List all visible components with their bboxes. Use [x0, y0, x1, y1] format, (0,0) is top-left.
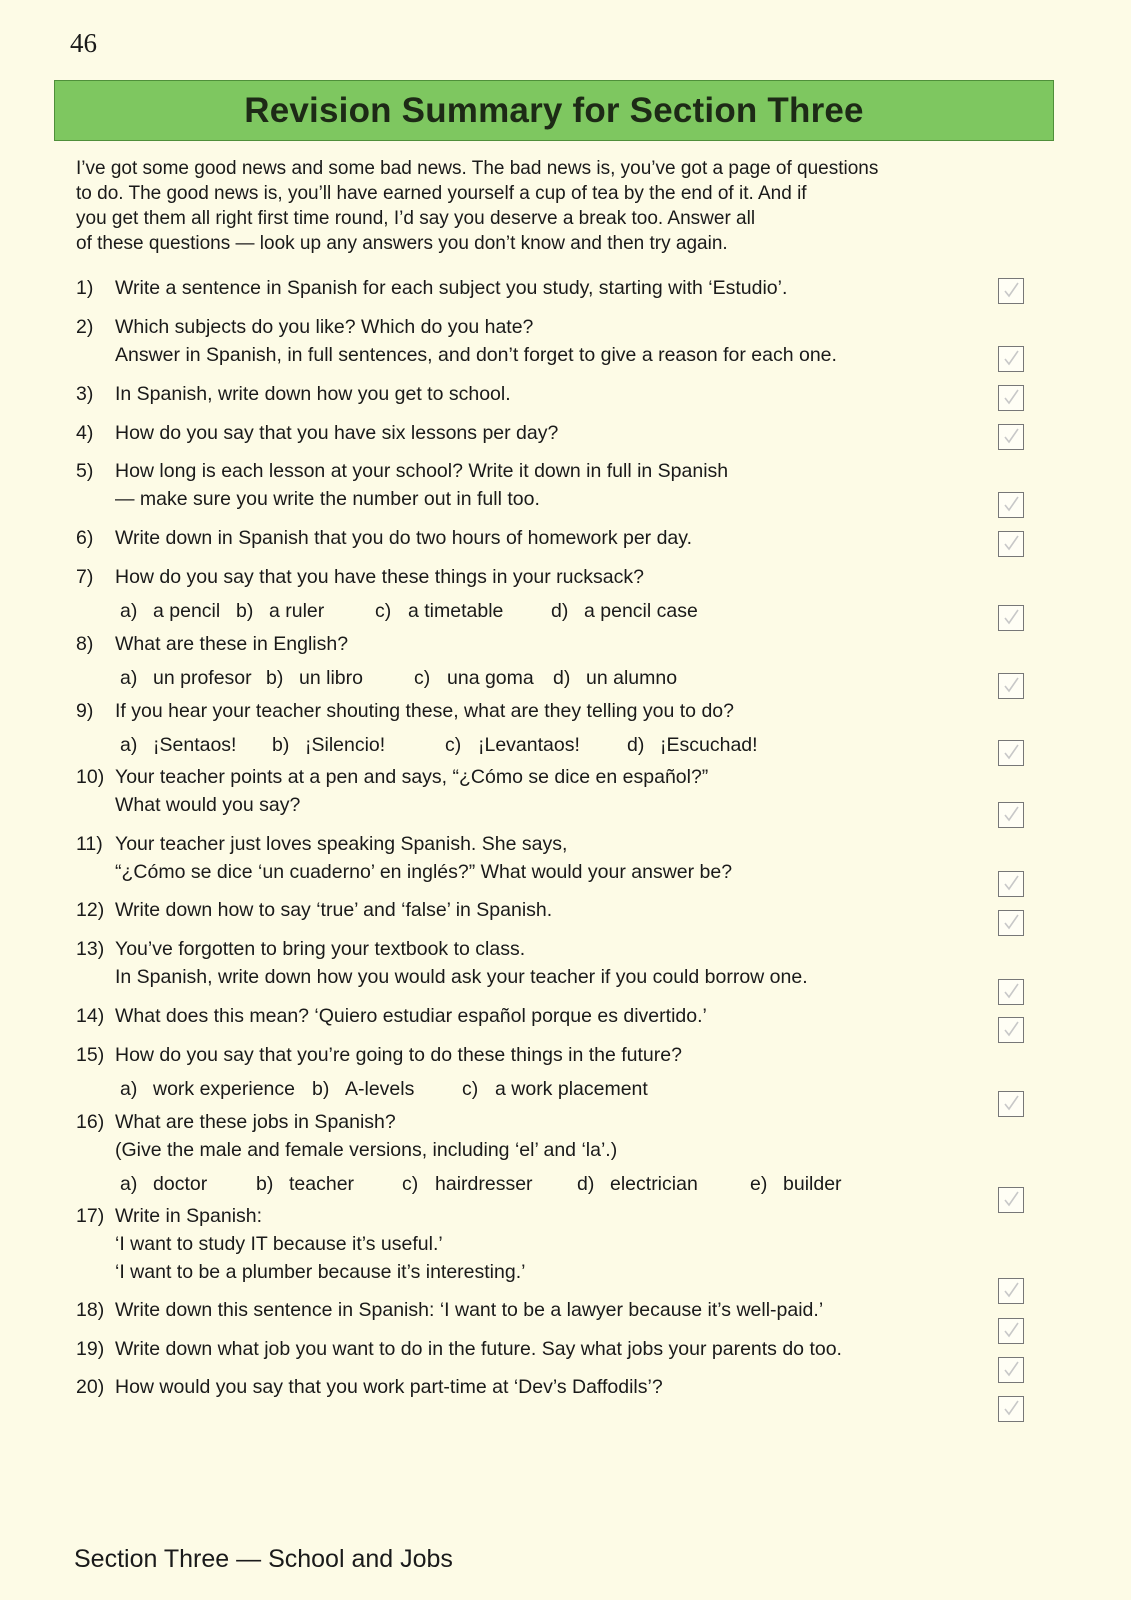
option-text: a pencil case [584, 600, 698, 622]
question-number: 6) [76, 527, 94, 549]
option-label: d) [627, 734, 645, 756]
answer-option [120, 731, 272, 759]
question-item [76, 1335, 1036, 1363]
question-text: What would you say? [115, 794, 301, 816]
checkmark-icon [1001, 494, 1021, 514]
option-text: un libro [299, 667, 363, 689]
checkmark-icon [1001, 742, 1021, 762]
option-label: b) [312, 1078, 330, 1100]
checkmark-icon [1001, 912, 1021, 932]
checkbox[interactable] [998, 1017, 1024, 1043]
checkbox[interactable] [998, 871, 1024, 897]
intro-line: you get them all right first time round, I’d say you deserve a break too. Answer all [76, 208, 756, 229]
answer-option [312, 1075, 462, 1103]
question-text: Write in Spanish: [115, 1205, 263, 1227]
option-text: ¡Silencio! [305, 734, 386, 756]
question-number: 2) [76, 316, 94, 338]
option-text: builder [783, 1173, 842, 1195]
question-text: What does this mean? ‘Quiero estudiar español porque es divertido.’ [115, 1005, 707, 1027]
question-text: Which subjects do you like? Which do you hate? [115, 316, 534, 338]
checkmark-icon [1001, 387, 1021, 407]
question-text: Answer in Spanish, in full sentences, and don’t forget to give a reason for each one. [115, 344, 837, 366]
option-label: e) [750, 1173, 768, 1195]
question-text: What are these in English? [115, 633, 349, 655]
question-item [76, 419, 1036, 447]
question-item [76, 313, 1036, 369]
option-label: c) [414, 667, 431, 689]
checkbox[interactable] [998, 385, 1024, 411]
answer-options [76, 731, 1036, 759]
option-text: ¡Escuchad! [660, 734, 758, 756]
option-label: a) [120, 667, 138, 689]
answer-option [462, 1075, 648, 1103]
question-number: 7) [76, 566, 94, 588]
checkmark-icon [1001, 280, 1021, 300]
question-number: 18) [76, 1299, 105, 1321]
question-number: 5) [76, 460, 94, 482]
question-number: 19) [76, 1338, 105, 1360]
option-text: work experience [153, 1078, 295, 1100]
checkmark-icon [1001, 533, 1021, 553]
question-item [76, 1041, 1036, 1103]
answer-option [750, 1170, 842, 1198]
question-text: — make sure you write the number out in full too. [115, 488, 540, 510]
option-text: A-levels [345, 1078, 415, 1100]
question-text: Your teacher just loves speaking Spanish. She says, [115, 833, 568, 855]
question-item [76, 1202, 1036, 1286]
question-text: Write down how to say ‘true’ and ‘false’ in Spanish. [115, 899, 553, 921]
question-item [76, 830, 1036, 886]
option-text: a timetable [408, 600, 504, 622]
checkbox[interactable] [998, 424, 1024, 450]
question-text: If you hear your teacher shouting these, what are they telling you to do? [115, 700, 734, 722]
option-text: electrician [610, 1173, 698, 1195]
option-label: b) [256, 1173, 274, 1195]
answer-options [76, 664, 1036, 692]
question-number: 15) [76, 1044, 105, 1066]
checkmark-icon [1001, 675, 1021, 695]
option-label: c) [402, 1173, 419, 1195]
checkmark-icon [1001, 981, 1021, 1001]
checkmark-icon [1001, 607, 1021, 627]
question-item [76, 274, 1036, 302]
answer-option [266, 664, 414, 692]
intro-line: of these questions — look up any answers you don’t know and then try again. [76, 233, 728, 254]
checkmark-icon [1001, 1019, 1021, 1039]
option-text: una goma [447, 667, 534, 689]
question-item [76, 1296, 1036, 1324]
question-text: ‘I want to study IT because it’s useful.’ [115, 1233, 443, 1255]
question-item [76, 380, 1036, 408]
option-label: d) [577, 1173, 595, 1195]
question-number: 1) [76, 277, 94, 299]
question-number: 4) [76, 422, 94, 444]
question-number: 12) [76, 899, 105, 921]
question-text: How do you say that you have six lessons per day? [115, 422, 559, 444]
answer-option [375, 597, 551, 625]
answer-option [551, 597, 698, 625]
checkbox[interactable] [998, 531, 1024, 557]
question-number: 11) [76, 833, 103, 855]
option-label: c) [445, 734, 462, 756]
question-text: How do you say that you’re going to do these things in the future? [115, 1044, 682, 1066]
answer-option [627, 731, 758, 759]
question-item [76, 1108, 1036, 1198]
checkbox[interactable] [998, 1396, 1024, 1422]
question-number: 9) [76, 700, 94, 722]
option-label: b) [236, 600, 254, 622]
checkbox[interactable] [998, 802, 1024, 828]
question-text: In Spanish, write down how you get to school. [115, 383, 511, 405]
option-text: a ruler [269, 600, 325, 622]
question-item [76, 524, 1036, 552]
question-item [76, 896, 1036, 924]
question-number: 14) [76, 1005, 105, 1027]
question-text: Write down what job you want to do in the future. Say what jobs your parents do too. [115, 1338, 842, 1360]
checkbox[interactable] [998, 492, 1024, 518]
option-label: c) [462, 1078, 479, 1100]
checkmark-icon [1001, 804, 1021, 824]
question-number: 8) [76, 633, 94, 655]
answer-option [236, 597, 375, 625]
question-text: (Give the male and female versions, including ‘el’ and ‘la’.) [115, 1139, 618, 1161]
answer-option [120, 1170, 256, 1198]
question-item [76, 630, 1036, 692]
checkbox[interactable] [998, 910, 1024, 936]
answer-option [445, 731, 627, 759]
question-text: Write down this sentence in Spanish: ‘I want to be a lawyer because it’s well-paid.’ [115, 1299, 824, 1321]
answer-option [120, 1075, 312, 1103]
option-text: hairdresser [435, 1173, 533, 1195]
question-text: You’ve forgotten to bring your textbook to class. [115, 938, 526, 960]
question-item [76, 1373, 1036, 1401]
option-label: b) [266, 667, 284, 689]
intro-line: to do. The good news is, you’ll have earned yourself a cup of tea by the end of it. And if [76, 183, 807, 204]
question-text: “¿Cómo se dice ‘un cuaderno’ en inglés?” What would your answer be? [115, 861, 733, 883]
option-label: d) [551, 600, 569, 622]
checkbox[interactable] [998, 673, 1024, 699]
answer-option [272, 731, 445, 759]
answer-options [76, 1075, 1036, 1103]
question-number: 16) [76, 1111, 105, 1133]
question-text: In Spanish, write down how you would ask your teacher if you could borrow one. [115, 966, 808, 988]
answer-option [256, 1170, 402, 1198]
option-label: a) [120, 600, 138, 622]
option-label: d) [553, 667, 571, 689]
question-text: How long is each lesson at your school? Write it down in full in Spanish [115, 460, 729, 482]
answer-options [76, 597, 1036, 625]
question-text: How do you say that you have these things in your rucksack? [115, 566, 644, 588]
checkbox[interactable] [998, 605, 1024, 631]
question-text: Write a sentence in Spanish for each subject you study, starting with ‘Estudio’. [115, 277, 788, 299]
option-label: c) [375, 600, 392, 622]
question-text: ‘I want to be a plumber because it’s interesting.’ [115, 1261, 526, 1283]
question-item [76, 1002, 1036, 1030]
question-number: 13) [76, 938, 105, 960]
option-text: ¡Levantaos! [478, 734, 580, 756]
question-item [76, 697, 1036, 759]
checkbox[interactable] [998, 278, 1024, 304]
option-text: doctor [153, 1173, 208, 1195]
option-label: b) [272, 734, 290, 756]
question-text: What are these jobs in Spanish? [115, 1111, 396, 1133]
question-number: 20) [76, 1376, 105, 1398]
checkmark-icon [1001, 873, 1021, 893]
intro-line: I’ve got some good news and some bad news. The bad news is, you’ve got a page of questions [76, 158, 879, 179]
checkmark-icon [1001, 348, 1021, 368]
title-banner [54, 80, 1054, 141]
intro-paragraph [76, 156, 956, 256]
question-item [76, 763, 1036, 819]
question-number: 10) [76, 766, 105, 788]
question-text: Write down in Spanish that you do two hours of homework per day. [115, 527, 693, 549]
question-number: 3) [76, 383, 94, 405]
answer-option [414, 664, 553, 692]
section-footer: Section Three — School and Jobs [74, 1545, 453, 1573]
option-label: a) [120, 734, 138, 756]
question-item [76, 457, 1036, 513]
answer-option [577, 1170, 750, 1198]
answer-option [553, 664, 677, 692]
checkmark-icon [1001, 426, 1021, 446]
question-item [76, 563, 1036, 625]
option-text: un alumno [586, 667, 678, 689]
option-text: a work placement [495, 1078, 648, 1100]
question-item [76, 935, 1036, 991]
answer-option [120, 597, 236, 625]
answer-options [76, 1170, 1036, 1198]
option-text: un profesor [153, 667, 252, 689]
question-text: How would you say that you work part-time at ‘Dev’s Daffodils’? [115, 1376, 663, 1398]
option-label: a) [120, 1078, 138, 1100]
answer-option [402, 1170, 577, 1198]
checkmark-icon [1001, 1398, 1021, 1418]
option-text: a pencil [153, 600, 221, 622]
question-text: Your teacher points at a pen and says, “¿Cómo se dice en español?” [115, 766, 709, 788]
option-text: ¡Sentaos! [153, 734, 237, 756]
answer-option [120, 664, 266, 692]
page-number: 46 [70, 28, 97, 58]
checkbox[interactable] [998, 346, 1024, 372]
page-title: Revision Summary for Section Three [244, 90, 864, 130]
question-number: 17) [76, 1205, 105, 1227]
option-label: a) [120, 1173, 138, 1195]
option-text: teacher [289, 1173, 355, 1195]
